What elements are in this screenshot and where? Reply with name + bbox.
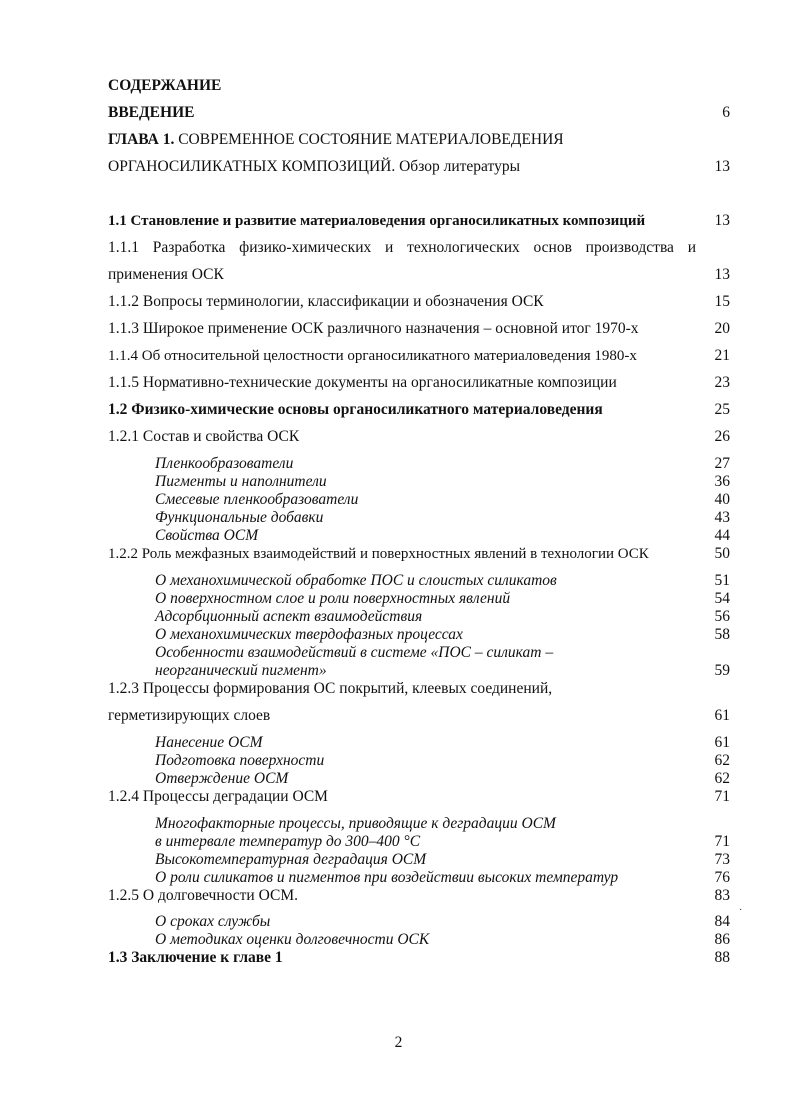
- toc-s1-2-4-title: 1.2.4 Процессы деградации ОСМ: [108, 788, 328, 805]
- toc-s1-1-page: 13: [714, 212, 730, 229]
- toc-s1-1-5-title: 1.1.5 Нормативно-технические документы на органосиликатные композиции: [108, 374, 617, 391]
- toc-s1-2-title: 1.2 Физико-химические основы органосиликатного материаловедения: [108, 401, 603, 418]
- toc-s1-2-2-item: О поверхностном слое и роли поверхностных явлений: [155, 590, 511, 607]
- toc-s1-3-page: 88: [714, 949, 730, 966]
- toc-s1-3-title: 1.3 Заключение к главе 1: [108, 949, 283, 966]
- toc-s1-2-1-item-page: 27: [714, 455, 730, 472]
- toc-s1-2-5-item: О сроках службы: [155, 913, 271, 930]
- toc-s1-2-2-item-page: 51: [714, 572, 730, 589]
- toc-s1-2-1-page: 26: [714, 428, 730, 445]
- toc-s1-2-3-item: Нанесение ОСМ: [155, 734, 263, 751]
- toc-s1-1-3-page: 20: [714, 320, 730, 337]
- toc-s1-2-3-item: Отверждение ОСМ: [155, 770, 289, 787]
- toc-s1-2-5-item-page: 86: [714, 931, 730, 948]
- toc-s1-2-4-item-page: 71: [714, 833, 730, 850]
- toc-s1-2-2-item: О механохимической обработке ПОС и слоистых силикатов: [155, 572, 557, 589]
- toc-s1-1-1-line2: применения ОСК: [108, 266, 224, 283]
- toc-s1-1-1-line1: 1.1.1 Разработка физико-химических и технологических основ производства и: [108, 239, 696, 256]
- toc-s1-2-2-page: 50: [714, 545, 730, 562]
- toc-s1-2-3-page: 61: [714, 707, 730, 724]
- toc-s1-2-4-item: О роли силикатов и пигментов при воздействии высоких температур: [155, 869, 619, 886]
- toc-s1-2-2-item: О механохимических твердофазных процессах: [155, 626, 463, 643]
- toc-s1-2-4-page: 71: [714, 788, 730, 805]
- toc-s1-2-5-item: О методиках оценки долговечности ОСК: [155, 931, 430, 948]
- toc-s1-2-5-title: 1.2.5 О долговечности ОСМ.: [108, 887, 298, 904]
- toc-intro-title: ВВЕДЕНИЕ: [108, 104, 195, 121]
- toc-chapter1-line1: [108, 131, 564, 149]
- scan-speck: ·: [739, 905, 743, 916]
- toc-s1-2-3-item-page: 62: [714, 770, 730, 787]
- toc-s1-1-3-title: 1.1.3 Широкое применение ОСК различного назначения – основной итог 1970-х: [108, 320, 639, 337]
- toc-s1-2-2-title: 1.2.2 Роль межфазных взаимодействий и поверхностных явлений в технологии ОСК: [108, 546, 649, 562]
- toc-s1-2-1-item-page: 36: [714, 473, 730, 490]
- toc-s1-2-2-item-page: 56: [714, 608, 730, 625]
- toc-s1-2-2-item-page: 54: [714, 590, 730, 607]
- toc-s1-2-1-title: 1.2.1 Состав и свойства ОСК: [108, 428, 300, 445]
- chapter1-title: СОВРЕМЕННОЕ СОСТОЯНИЕ МАТЕРИАЛОВЕДЕНИЯ: [178, 131, 564, 148]
- toc-s1-2-1-item: Смесевые пленкообразователи: [155, 491, 359, 508]
- toc-s1-2-1-item: Функциональные добавки: [155, 509, 324, 526]
- toc-s1-2-3-item-page: 62: [714, 752, 730, 769]
- toc-s1-2-4-item: Высокотемпературная деградация ОСМ: [155, 851, 427, 868]
- toc-s1-1-5-page: 23: [714, 374, 730, 391]
- toc-s1-2-3-line2: герметизирующих слоев: [108, 707, 271, 724]
- toc-s1-1-1-page: 13: [714, 266, 730, 283]
- toc-s1-2-5-page: 83: [714, 887, 730, 904]
- toc-s1-2-4-item-cont: в интервале температур до 300–400 °С: [155, 833, 421, 850]
- toc-s1-2-4-item-page: 76: [714, 869, 730, 886]
- toc-s1-2-3-item-page: 61: [714, 734, 730, 751]
- toc-s1-2-5-item-page: 84: [714, 913, 730, 930]
- toc-s1-2-4-item-page: 73: [714, 851, 730, 868]
- toc-s1-2-4-item: Многофакторные процессы, приводящие к деградации ОСМ: [155, 815, 556, 832]
- toc-s1-2-1-item-page: 44: [714, 527, 730, 544]
- toc-s1-2-1-item-page: 40: [714, 491, 730, 508]
- toc-s1-2-1-item: Свойства ОСМ: [155, 527, 259, 544]
- toc-chapter1-page: 13: [714, 158, 730, 175]
- toc-s1-1-title: 1.1 Становление и развитие материаловедения органосиликатных композиций: [108, 213, 646, 229]
- toc-s1-1-4-page: 21: [714, 347, 730, 364]
- toc-s1-2-3-line1: 1.2.3 Процессы формирования ОС покрытий, клеевых соединений,: [108, 680, 553, 697]
- toc-s1-2-page: 25: [714, 401, 730, 418]
- toc-s1-1-2-page: 15: [714, 293, 730, 310]
- page-number: 2: [394, 1034, 403, 1051]
- toc-s1-1-2-title: 1.1.2 Вопросы терминологии, классификации и обозначения ОСК: [108, 293, 544, 310]
- toc-intro-page: 6: [722, 104, 730, 121]
- toc-s1-2-2-item-page: 58: [714, 626, 730, 643]
- toc-s1-2-2-item: Адсорбционный аспект взаимодействия: [155, 608, 423, 625]
- toc-s1-2-2-item-page: 59: [714, 662, 730, 679]
- toc-s1-2-2-item-cont: неорганический пигмент»: [155, 662, 327, 679]
- chapter1-label: ГЛАВА 1.: [108, 131, 175, 148]
- toc-chapter1-line2: ОРГАНОСИЛИКАТНЫХ КОМПОЗИЦИЙ. Обзор литературы: [108, 158, 520, 175]
- toc-s1-2-1-item: Пленкообразователи: [155, 455, 294, 472]
- toc-s1-1-4-title: 1.1.4 Об относительной целостности органосиликатного материаловедения 1980-х: [108, 348, 637, 364]
- toc-s1-2-3-item: Подготовка поверхности: [155, 752, 325, 769]
- toc-heading: СОДЕРЖАНИЕ: [108, 77, 222, 94]
- toc-s1-2-1-item-page: 43: [714, 509, 730, 526]
- toc-s1-2-2-item: Особенности взаимодействий в системе «ПОС – силикат –: [155, 644, 554, 661]
- toc-s1-2-1-item: Пигменты и наполнители: [155, 473, 327, 490]
